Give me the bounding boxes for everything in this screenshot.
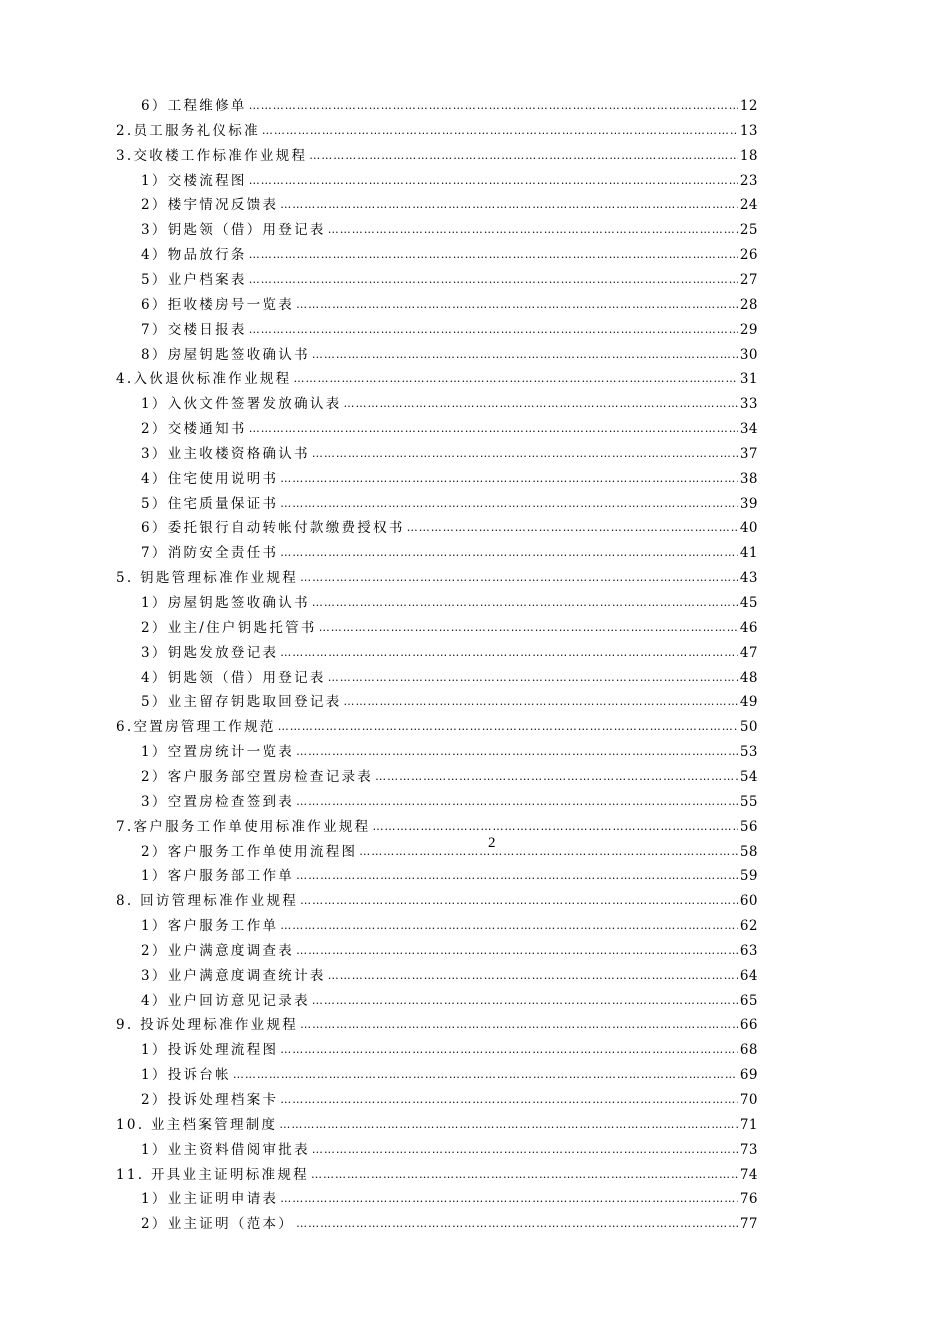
dot-leader — [328, 666, 738, 690]
toc-entry — [116, 715, 758, 739]
toc-entry — [141, 864, 758, 888]
dot-leader — [311, 1163, 738, 1187]
toc-entry — [141, 193, 758, 217]
toc-entry-title: 1）客户服务工作单 — [141, 918, 279, 935]
dot-leader — [280, 1038, 738, 1062]
dot-leader — [375, 765, 738, 789]
toc-entry-page: 46 — [739, 619, 758, 636]
toc-entry — [141, 169, 758, 193]
dot-leader — [279, 1113, 737, 1137]
toc-entry — [141, 467, 758, 491]
dot-leader — [262, 119, 738, 143]
toc-entry — [141, 218, 758, 242]
toc-entry-title: 8）房屋钥匙签收确认书 — [141, 346, 310, 363]
toc-entry-title: 1）客户服务部工作单 — [141, 868, 295, 885]
toc-entry-title: 3）业户满意度调查统计表 — [141, 967, 326, 984]
toc-entry-title: 6）拒收楼房号一览表 — [141, 296, 295, 313]
toc-entry-page: 68 — [739, 1042, 758, 1059]
toc-entry-page: 39 — [739, 495, 758, 512]
toc-entry-page: 62 — [739, 918, 758, 935]
toc-entry-title: 1）业主证明申请表 — [141, 1191, 279, 1208]
dot-leader — [328, 964, 738, 988]
toc-entry — [116, 815, 758, 839]
toc-entry-page: 77 — [739, 1216, 758, 1233]
dot-leader — [300, 1013, 738, 1037]
toc-entry-page: 12 — [739, 98, 758, 114]
toc-entry-page: 73 — [739, 1141, 758, 1158]
toc-entry-page: 33 — [739, 396, 758, 413]
dot-leader — [278, 715, 738, 739]
toc-entry-title: 4）物品放行条 — [141, 247, 247, 264]
toc-entry — [116, 1013, 758, 1037]
toc-entry-page: 53 — [739, 744, 758, 761]
toc-entry-page: 69 — [739, 1067, 758, 1084]
toc-entry-title: 3）空置房检查签到表 — [141, 793, 295, 810]
toc-entry — [141, 989, 758, 1013]
dot-leader — [280, 914, 738, 938]
toc-entry-title: 4.入伙退伙标准作业规程 — [116, 371, 292, 388]
toc-entry-title: 2）业主/住户钥匙托管书 — [141, 619, 317, 636]
dot-leader — [407, 516, 738, 540]
toc-entry — [141, 1187, 758, 1211]
toc-entry-title: 1）投诉处理流程图 — [141, 1042, 279, 1059]
toc-entry — [141, 914, 758, 938]
toc-entry — [141, 690, 758, 714]
dot-leader — [300, 889, 738, 913]
toc-entry — [141, 939, 758, 963]
dot-leader — [344, 690, 738, 714]
toc-entry-page: 26 — [739, 247, 758, 264]
toc-entry-page: 58 — [739, 843, 758, 860]
dot-leader — [296, 740, 738, 764]
toc-entry-page: 64 — [739, 967, 758, 984]
toc-entry — [116, 144, 758, 168]
toc-entry-title: 7.客户服务工作单使用标准作业规程 — [116, 818, 371, 835]
toc-entry-page: 25 — [739, 222, 758, 239]
dot-leader — [249, 417, 738, 441]
toc-entry-page: 23 — [739, 172, 758, 189]
toc-entry-page: 48 — [739, 669, 758, 686]
toc-entry-title: 8. 回访管理标准作业规程 — [116, 893, 299, 910]
dot-leader — [249, 318, 738, 342]
dot-leader — [309, 144, 738, 168]
toc-entry-title: 2）楼宇情况反馈表 — [141, 197, 279, 214]
toc-entry — [141, 392, 758, 416]
dot-leader — [296, 1212, 738, 1236]
toc-entry-page: 74 — [739, 1166, 758, 1183]
toc-entry-page: 70 — [739, 1092, 758, 1108]
toc-entry-title: 1）投诉台帐 — [141, 1067, 231, 1084]
toc-entry-page: 28 — [739, 296, 758, 313]
dot-leader — [312, 591, 738, 615]
toc-entry-title: 1）交楼流程图 — [141, 172, 247, 189]
toc-entry-title: 7）消防安全责任书 — [141, 545, 279, 562]
toc-entry — [141, 516, 758, 540]
toc-entry — [141, 94, 758, 118]
toc-entry-page: 60 — [739, 893, 758, 910]
toc-entry-title: 11. 开具业主证明标准规程 — [116, 1166, 309, 1183]
toc-entry — [141, 343, 758, 367]
toc-entry-title: 5. 钥匙管理标准作业规程 — [116, 570, 299, 587]
toc-entry — [141, 964, 758, 988]
dot-leader — [296, 790, 738, 814]
toc-entry-title: 1）空置房统计一览表 — [141, 744, 295, 761]
toc-entry — [141, 765, 758, 789]
dot-leader — [312, 1138, 738, 1162]
toc-entry-page: 31 — [739, 371, 758, 388]
toc-entry-title: 2）业主证明（范本） — [141, 1216, 295, 1233]
dot-leader — [293, 367, 737, 391]
dot-leader — [280, 1088, 738, 1112]
dot-leader — [249, 243, 738, 267]
dot-leader — [233, 1063, 738, 1087]
toc-entry-title: 10. 业主档案管理制度 — [116, 1116, 278, 1133]
dot-leader — [300, 566, 738, 590]
toc-entry-title: 1）入伙文件签署发放确认表 — [141, 396, 342, 413]
toc-entry-page: 29 — [739, 321, 758, 338]
toc-entry-title: 2）客户服务部空置房检查记录表 — [141, 768, 374, 785]
toc-entry-title: 6）委托银行自动转帐付款缴费授权书 — [141, 520, 405, 537]
toc-entry-title: 4）业户回访意见记录表 — [141, 992, 310, 1009]
toc-entry-page: 34 — [739, 421, 758, 438]
toc-entry-title: 3）钥匙领（借）用登记表 — [141, 222, 326, 239]
toc-entry-title: 3.交收楼工作标准作业规程 — [116, 147, 308, 164]
toc-entry — [141, 1038, 758, 1062]
toc-entry-title: 7）交楼日报表 — [141, 321, 247, 338]
toc-entry — [116, 367, 758, 391]
toc-entry-page: 18 — [739, 147, 758, 164]
toc-entry-page: 30 — [739, 346, 758, 363]
dot-leader — [296, 939, 738, 963]
toc-entry — [116, 1113, 758, 1137]
toc-entry-title: 2）交楼通知书 — [141, 421, 247, 438]
dot-leader — [280, 641, 738, 665]
dot-leader — [280, 467, 738, 491]
toc-entry — [141, 268, 758, 292]
toc-entry-page: 41 — [739, 545, 758, 562]
page-number: 2 — [488, 835, 496, 851]
toc-entry-title: 3）钥匙发放登记表 — [141, 644, 279, 661]
toc-entry — [141, 541, 758, 565]
toc-entry-page: 59 — [739, 868, 758, 885]
toc-entry-title: 3）业主收楼资格确认书 — [141, 445, 310, 462]
toc-entry-page: 13 — [739, 122, 758, 139]
dot-leader — [372, 815, 737, 839]
toc-entry-title: 5）业主留存钥匙取回登记表 — [141, 694, 342, 711]
toc-entry-title: 6.空置房管理工作规范 — [116, 719, 276, 736]
dot-leader — [280, 541, 738, 565]
dot-leader — [328, 218, 738, 242]
toc-entry-page: 45 — [739, 595, 758, 611]
toc-entry-page: 56 — [739, 818, 758, 835]
toc-entry — [141, 318, 758, 342]
dot-leader — [280, 492, 738, 516]
toc-entry-title: 2.员工服务礼仪标准 — [116, 122, 260, 139]
dot-leader — [280, 1187, 738, 1211]
toc-entry — [116, 119, 758, 143]
toc-entry — [141, 616, 758, 640]
toc-entry-title: 2）业户满意度调查表 — [141, 942, 295, 959]
toc-entry — [141, 740, 758, 764]
toc-entry — [116, 1163, 758, 1187]
toc-entry — [141, 840, 758, 864]
toc-entry-title: 6）工程维修单 — [141, 98, 247, 114]
toc-entry-page: 66 — [739, 1017, 758, 1034]
toc-entry-title: 5）业户档案表 — [141, 271, 247, 288]
toc-entry-page: 54 — [739, 768, 758, 785]
toc-entry — [141, 790, 758, 814]
dot-leader — [344, 392, 738, 416]
dot-leader — [359, 840, 738, 864]
dot-leader — [280, 193, 738, 217]
toc-entry-page: 55 — [739, 793, 758, 810]
toc-entry-page: 24 — [739, 197, 758, 214]
dot-leader — [312, 989, 738, 1013]
toc-entry-page: 40 — [739, 520, 758, 537]
toc-entry-title: 2）投诉处理档案卡 — [141, 1092, 279, 1108]
dot-leader — [312, 442, 738, 466]
toc-entry-title: 4）住宅使用说明书 — [141, 470, 279, 487]
toc-entry — [141, 293, 758, 317]
toc-entry — [141, 1063, 758, 1087]
toc-entry-page: 63 — [739, 942, 758, 959]
toc-entry-title: 4）钥匙领（借）用登记表 — [141, 669, 326, 686]
toc-entry-title: 1）房屋钥匙签收确认书 — [141, 595, 310, 611]
toc-entry-page: 47 — [739, 644, 758, 661]
toc-entry — [141, 1088, 758, 1112]
toc-entry-page: 37 — [739, 445, 758, 462]
toc-entry — [141, 1212, 758, 1236]
toc-entry — [116, 566, 758, 590]
toc-entry-title: 9. 投诉处理标准作业规程 — [116, 1017, 299, 1034]
dot-leader — [296, 864, 738, 888]
toc-entry-page: 65 — [739, 992, 758, 1009]
toc-entry — [141, 417, 758, 441]
toc-entry-title: 1）业主资料借阅审批表 — [141, 1141, 310, 1158]
toc-entry-title: 2）客户服务工作单使用流程图 — [141, 843, 358, 860]
dot-leader — [249, 169, 738, 193]
dot-leader — [312, 343, 738, 367]
toc-entry — [141, 492, 758, 516]
toc-entry-page: 49 — [739, 694, 758, 711]
toc-entry-page: 76 — [739, 1191, 758, 1208]
toc-entry-page: 38 — [739, 470, 758, 487]
dot-leader — [249, 268, 738, 292]
toc-entry-page: 50 — [739, 719, 758, 736]
toc-entry — [116, 889, 758, 913]
toc-entry-title: 5）住宅质量保证书 — [141, 495, 279, 512]
toc-entry — [141, 641, 758, 665]
dot-leader — [249, 94, 738, 118]
toc-entry — [141, 442, 758, 466]
toc-entry-page: 27 — [739, 271, 758, 288]
toc-entry — [141, 243, 758, 267]
dot-leader — [296, 293, 738, 317]
toc-entry — [141, 1138, 758, 1162]
toc-entry — [141, 591, 758, 615]
toc-entry-page: 71 — [739, 1116, 758, 1133]
dot-leader — [319, 616, 738, 640]
toc-entry — [141, 666, 758, 690]
toc-entry-page: 43 — [739, 570, 758, 587]
